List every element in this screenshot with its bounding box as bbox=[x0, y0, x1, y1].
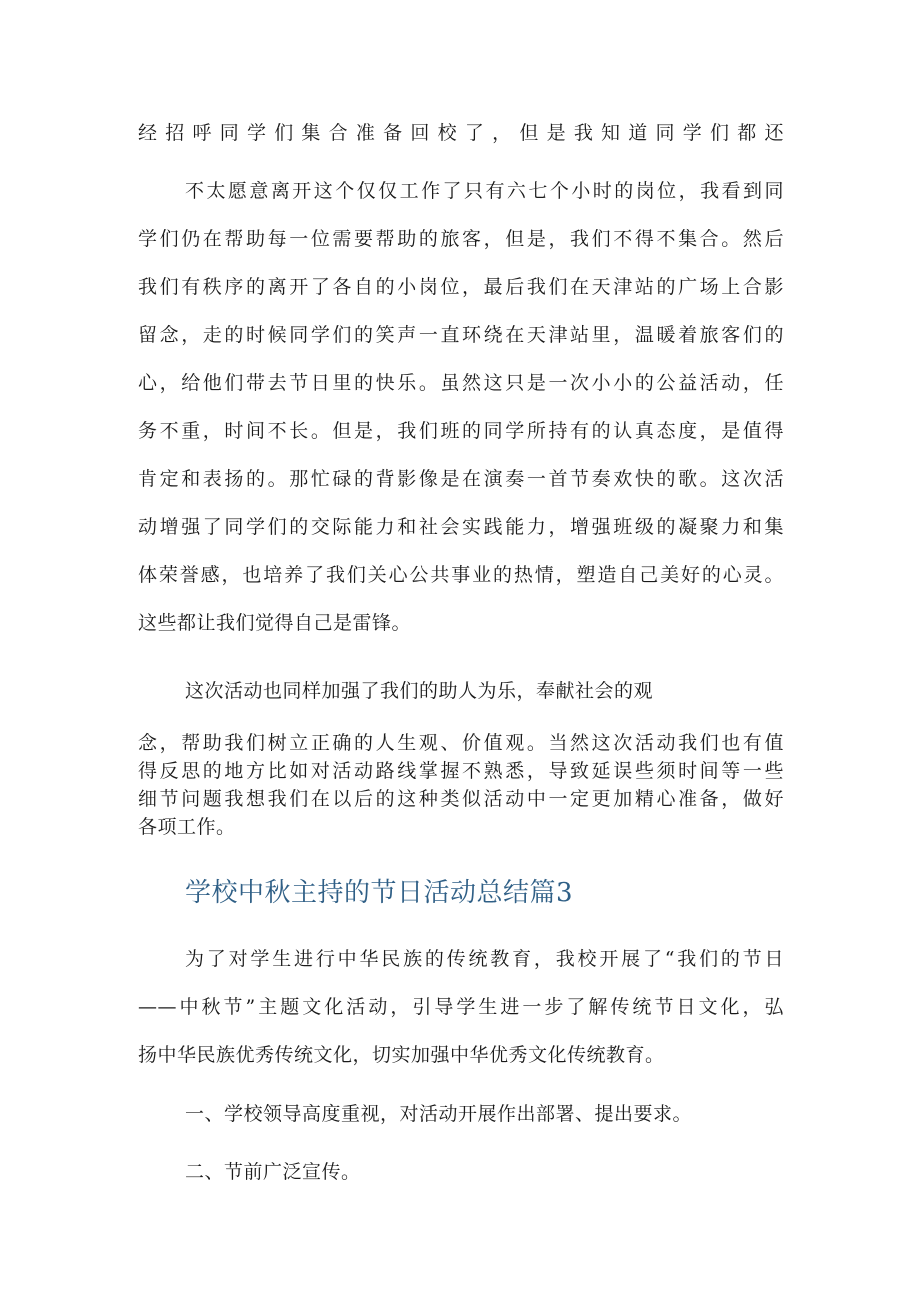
paragraph-1-line: 这些都让我们觉得自己是雷锋。 bbox=[138, 612, 412, 634]
paragraph-1-line: 不太愿意离开这个仅仅工作了只有六七个小时的岗位，我看到同 bbox=[185, 180, 784, 202]
continuation-line: 经招呼同学们集合准备回校了，但是我知道同学们都还 bbox=[138, 122, 784, 144]
paragraph-3-line: 扬中华民族优秀传统文化，切实加强中华优秀文化传统教育。 bbox=[138, 1044, 665, 1066]
paragraph-1-line: 务不重，时间不长。但是，我们班的同学所持有的认真态度，是值得 bbox=[138, 420, 784, 442]
paragraph-1-line: 我们有秩序的离开了各自的小岗位，最后我们在天津站的广场上合影 bbox=[138, 276, 784, 298]
paragraph-2-line: 细节问题我想我们在以后的这种类似活动中一定更加精心准备，做好 bbox=[138, 788, 784, 810]
paragraph-2-line: 得反思的地方比如对活动路线掌握不熟悉，导致延误些须时间等一些 bbox=[138, 760, 784, 782]
section-heading: 学校中秋主持的节日活动总结篇3 bbox=[185, 878, 574, 908]
paragraph-1-line: 体荣誉感，也培养了我们关心公共事业的热情，塑造自己美好的心灵。 bbox=[138, 564, 784, 586]
list-item-1: 一、学校领导高度重视，对活动开展作出部署、提出要求。 bbox=[185, 1103, 693, 1125]
paragraph-1-line: 留念，走的时候同学们的笑声一直环绕在天津站里，温暖着旅客们的 bbox=[138, 324, 784, 346]
paragraph-2-line: 各项工作。 bbox=[138, 816, 236, 838]
paragraph-1-line: 肯定和表扬的。那忙碌的背影像是在演奏一首节奏欢快的歌。这次活 bbox=[138, 468, 784, 490]
paragraph-3-line: 为了对学生进行中华民族的传统教育，我校开展了“我们的节日 bbox=[185, 948, 784, 970]
paragraph-2-line: 这次活动也同样加强了我们的助人为乐，奉献社会的观 bbox=[185, 680, 654, 702]
list-item-2: 二、节前广泛宣传。 bbox=[185, 1161, 361, 1183]
paragraph-2-line: 念，帮助我们树立正确的人生观、价值观。当然这次活动我们也有值 bbox=[138, 732, 784, 754]
paragraph-1-line: 心，给他们带去节日里的快乐。虽然这只是一次小小的公益活动，任 bbox=[138, 372, 784, 394]
paragraph-1-line: 学们仍在帮助每一位需要帮助的旅客，但是，我们不得不集合。然后 bbox=[138, 228, 784, 250]
paragraph-3-line: ——中秋节”主题文化活动，引导学生进一步了解传统节日文化，弘 bbox=[138, 996, 784, 1018]
paragraph-1-line: 动增强了同学们的交际能力和社会实践能力，增强班级的凝聚力和集 bbox=[138, 516, 784, 538]
